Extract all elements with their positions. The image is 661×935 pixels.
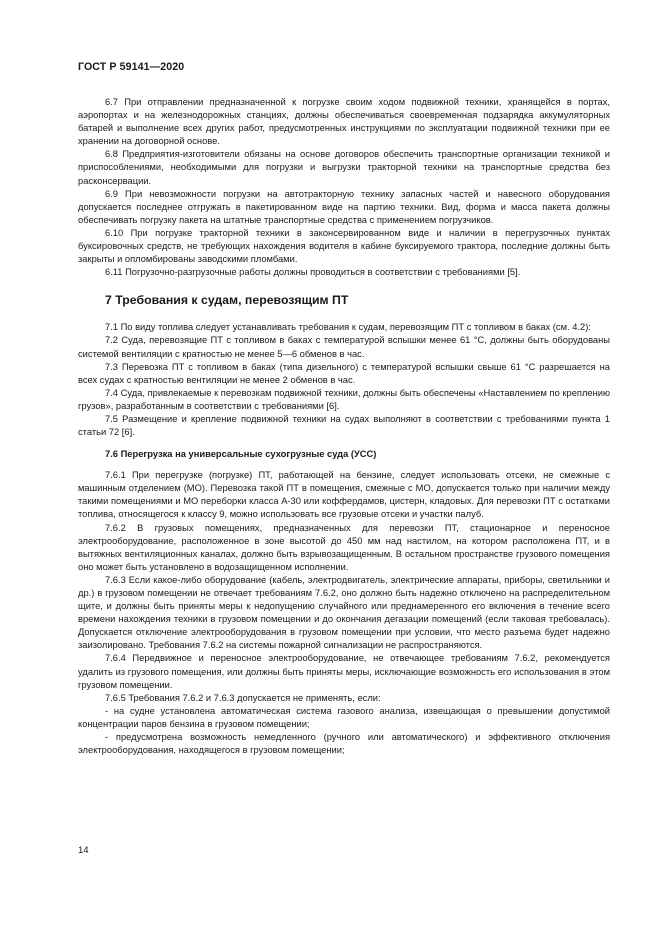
paragraph-7-6-1: 7.6.1 При перегрузке (погрузке) ПТ, работающей на бензине, следует использовать отсеки, не смежные с машинным отделением (МО). Перевозка такой ПТ в помещения, смежные с МО, допускается только при наличии между такими помещениями и МО переборки класса А-30 или коффердамов, цистерн, кладовых. Для перевозки ПТ с остатками топлива, относящегося к классу 9, можно использовать все грузовые отсеки и участки палуб.: [78, 470, 610, 520]
paragraph-7-4: 7.4 Суда, привлекаемые к перевозкам подвижной техники, должны быть обеспечены «Наставлением по креплению грузов», разработанным в соответствии с требованиями [6].: [78, 387, 610, 411]
paragraph-6-11: 6.11 Погрузочно-разгрузочные работы должны проводиться в соответствии с требованиями [5].: [105, 267, 521, 278]
list-item-gas-analysis: - на судне установлена автоматическая система газового анализа, извещающая о превышении допустимой концентрации паров бензина в грузовом помещении;: [78, 705, 610, 729]
paragraph-7-1: 7.1 По виду топлива следует устанавливать требования к судам, перевозящим ПТ с топливом в баках (см. 4.2):: [105, 322, 591, 333]
paragraph-7-2: 7.2 Суда, перевозящие ПТ с топливом в баках с температурой вспышки менее 61 °С, должны быть оборудованы системой вентиляции с кратностью не менее 5—6 обменов в час.: [78, 335, 610, 359]
paragraph-6-8: 6.8 Предприятия-изготовители обязаны на основе договоров обеспечить транспортные организации техникой и приспособлениями, необходимыми для погрузки и выгрузки тракторной техники на транспортные средства без расконсервации.: [78, 149, 610, 186]
paragraph-7-6-5: 7.6.5 Требования 7.6.2 и 7.6.3 допускается не применять, если:: [105, 692, 381, 703]
document-code-header: ГОСТ Р 59141—2020: [78, 61, 185, 73]
list-item-power-disconnect: - предусмотрена возможность немедленного (ручного или автоматического) и эффективного отключения электрооборудования, находящегося в грузовом помещении;: [78, 732, 610, 756]
paragraph-7-6-2: 7.6.2 В грузовых помещениях, предназначенных для перевозки ПТ, стационарное и переносное электрооборудование, расположенное в зоне высотой до 450 мм над настилом, на котором расположена ПТ, и в вытяжных вентиляционных каналах, должно быть взрывозащищенным. В остальном пространстве грузового помещения оно может быть установлено в водозащищенном исполнении.: [78, 522, 610, 572]
paragraph-6-7: 6.7 При отправлении предназначенной к погрузке своим ходом подвижной техники, хранящейся в портах, аэропортах и на железнодорожных станциях, должны обеспечиваться своевременная подзарядка аккумуляторных батарей и выполнение всех других работ, предусмотренных инструкциями по эксплуатации подвижной техники при ее хранении на договорной основе.: [78, 97, 610, 147]
paragraph-6-10: 6.10 При погрузке тракторной техники в законсервированном виде и наличии в перегрузочных пунктах буксировочных средств, не требующих нахождения водителя в кабине буксируемого трактора, последние должны быть закрыты и опломбированы заводскими пломбами.: [78, 227, 610, 265]
section-7-heading: 7 Требования к судам, перевозящим ПТ: [105, 293, 349, 308]
page-number: 14: [78, 845, 89, 856]
paragraph-7-6-3: 7.6.3 Если какое-либо оборудование (кабель, электродвигатель, электрические аппараты, приборы, светильники и др.) в грузовом помещении не отвечает требованиям 7.6.2, оно должно быть надежно отключено на распределительном щите, и должны быть приняты меры к недопущению случайного или преднамеренного его включения в течение всего времени нахождения техники в грузовом помещении и до окончания дегазации помещений (если таковая требовалась). Допускается отключение электрооборудования в грузовом помещении при условии, что место разъема будет надежно заизолировано. Требования 7.6.2 на системы пожарной сигнализации не распространяются.: [78, 574, 610, 651]
section-7-6-heading: 7.6 Перегрузка на универсальные сухогрузные суда (УСС): [105, 449, 377, 460]
paragraph-6-9: 6.9 При невозможности погрузки на автотракторную технику запасных частей и навесного оборудования допускается последнее отгружать в пакетированном виде на партию техники. Вид, форма и масса пакета должны обеспечивать погрузку пакета на штатные транспортные средства с применением погрузчиков.: [78, 188, 610, 225]
paragraph-7-6-4: 7.6.4 Передвижное и переносное электрооборудование, не отвечающее требованиям 7.6.2, рекомендуется удалить из грузового помещения, или должны быть приняты меры, исключающие возможность его использования в этом грузовом помещении.: [78, 653, 610, 690]
paragraph-7-5: 7.5 Размещение и крепление подвижной техники на судах выполняют в соответствии с требованиями пункта 1 статьи 72 [6].: [78, 413, 610, 438]
paragraph-7-3: 7.3 Перевозка ПТ с топливом в баках (типа дизельного) с температурой вспышки свыше 61 °С разрешается на всех судах с кратностью вентиляции не менее 2 обменов в час.: [78, 361, 610, 385]
document-body: [78, 96, 610, 757]
